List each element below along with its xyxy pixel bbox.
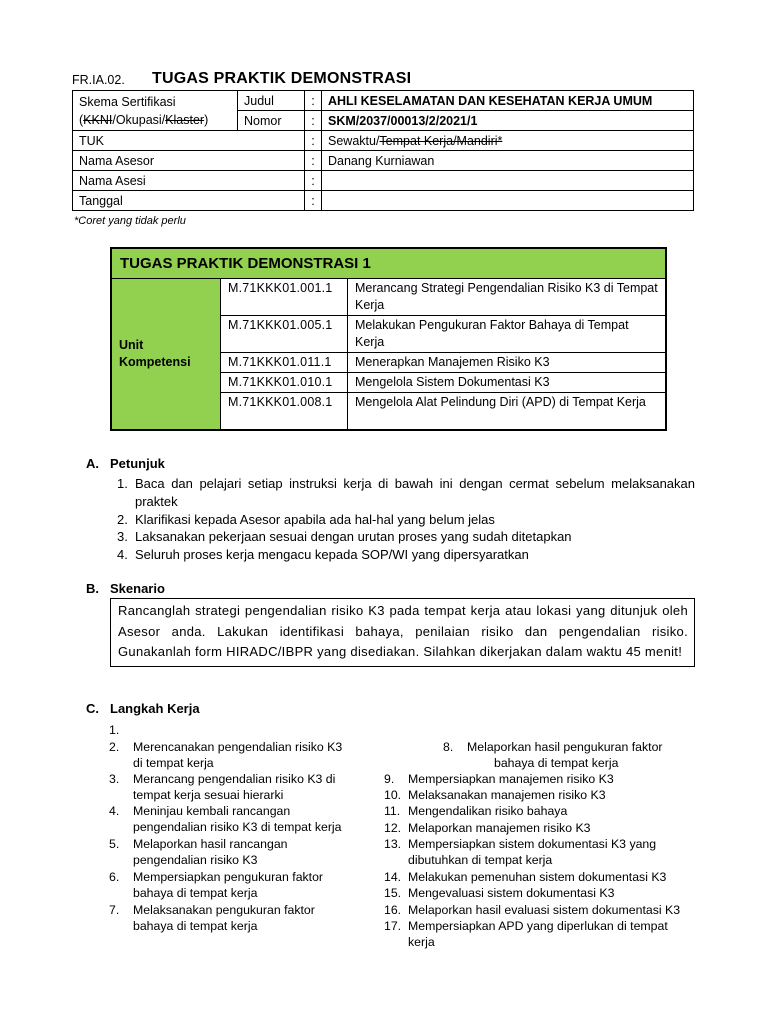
section-a-title: Petunjuk bbox=[110, 456, 165, 471]
section-c-letter: C. bbox=[86, 701, 99, 716]
table-row bbox=[73, 151, 694, 171]
form-code: FR.IA.02. bbox=[72, 73, 125, 87]
section-b-title: Skenario bbox=[110, 581, 165, 596]
list-item: 3. Laksanakan pekerjaan sesuai dengan urutan proses yang sudah ditetapkan bbox=[117, 529, 572, 545]
unit-name: Mengelola Alat Pelindung Diri (APD) di Tempat Kerja bbox=[348, 393, 667, 431]
list-item: 2. Klarifikasi kepada Asesor apabila ada hal-hal yang belum jelas bbox=[117, 511, 495, 527]
skema-klaster: Klaster bbox=[165, 113, 205, 127]
unit-kompetensi-label: Unit Kompetensi bbox=[111, 279, 221, 431]
nomor-label: Nomor bbox=[238, 111, 305, 131]
unit-code: M.71KKK01.011.1 bbox=[221, 353, 348, 373]
tanggal-value[interactable] bbox=[322, 191, 694, 211]
table-row bbox=[73, 91, 694, 111]
judul-value: AHLI KESELAMATAN DAN KESEHATAN KERJA UMUM bbox=[322, 91, 694, 111]
asesi-value[interactable] bbox=[322, 171, 694, 191]
tugas-title: TUGAS PRAKTIK DEMONSTRASI 1 bbox=[111, 248, 666, 279]
info-table bbox=[72, 90, 694, 211]
asesor-value[interactable]: Danang Kurniawan bbox=[322, 151, 694, 171]
petunjuk-list bbox=[117, 475, 695, 564]
skema-label: Skema Sertifikasi bbox=[79, 95, 176, 109]
strike-note: *Coret yang tidak perlu bbox=[74, 215, 186, 227]
colon: : bbox=[305, 191, 322, 211]
unit-name: Merancang Strategi Pengendalian Risiko K3 di Tempat Kerja bbox=[348, 279, 667, 316]
section-b-letter: B. bbox=[86, 581, 99, 596]
unit-code: M.71KKK01.005.1 bbox=[221, 316, 348, 353]
table-row bbox=[111, 248, 666, 279]
asesi-label: Nama Asesi bbox=[73, 171, 305, 191]
table-row bbox=[73, 131, 694, 151]
table-row bbox=[73, 191, 694, 211]
unit-name: Menerapkan Manajemen Risiko K3 bbox=[348, 353, 667, 373]
unit-name: Mengelola Sistem Dokumentasi K3 bbox=[348, 373, 667, 393]
list-item: 4. Seluruh proses kerja mengacu kepada SOP/WI yang dipersyaratkan bbox=[117, 547, 529, 563]
section-a-letter: A. bbox=[86, 456, 99, 471]
colon: : bbox=[305, 131, 322, 151]
judul-label: Judul bbox=[238, 91, 305, 111]
section-c-title: Langkah Kerja bbox=[110, 701, 200, 716]
colon: : bbox=[305, 91, 322, 111]
tugas-table bbox=[110, 247, 667, 431]
unit-code: M.71KKK01.008.1 bbox=[221, 393, 348, 431]
nomor-value: SKM/2037/00013/2/2021/1 bbox=[322, 111, 694, 131]
skema-kkni: KKNI bbox=[83, 113, 113, 127]
document-title: TUGAS PRAKTIK DEMONSTRASI bbox=[152, 70, 412, 87]
list-item: 1. Baca dan pelajari setiap instruksi kerja di bawah ini dengan cermat sebelum melaksanakan praktek bbox=[117, 476, 695, 509]
colon: : bbox=[305, 111, 322, 131]
unit-code: M.71KKK01.001.1 bbox=[221, 279, 348, 316]
asesor-label: Nama Asesor bbox=[73, 151, 305, 171]
table-row bbox=[73, 171, 694, 191]
skema-cell: Skema Sertifikasi (KKNI/Okupasi/Klaster) bbox=[73, 91, 238, 131]
unit-name: Melakukan Pengukuran Faktor Bahaya di Tempat Kerja bbox=[348, 316, 667, 353]
tuk-value: Sewaktu/Tempat Kerja/Mandiri* bbox=[322, 131, 694, 151]
tanggal-label: Tanggal bbox=[73, 191, 305, 211]
colon: : bbox=[305, 171, 322, 191]
table-row bbox=[111, 279, 666, 316]
tuk-label: TUK bbox=[73, 131, 305, 151]
tuk-struck-options: Tempat Kerja/Mandiri* bbox=[379, 133, 503, 148]
unit-code: M.71KKK01.010.1 bbox=[221, 373, 348, 393]
skenario-box: Rancanglah strategi pengendalian risiko K3 pada tempat kerja atau lokasi yang ditunjuk oleh Asesor anda. Lakukan identifikasi bahaya, penilaian risiko dan pengendalian risiko. Gunakanlah form HIRADC/IBPR yang disediakan. Silahkan dikerjakan dalam waktu 45 menit! bbox=[110, 598, 695, 667]
colon: : bbox=[305, 151, 322, 171]
